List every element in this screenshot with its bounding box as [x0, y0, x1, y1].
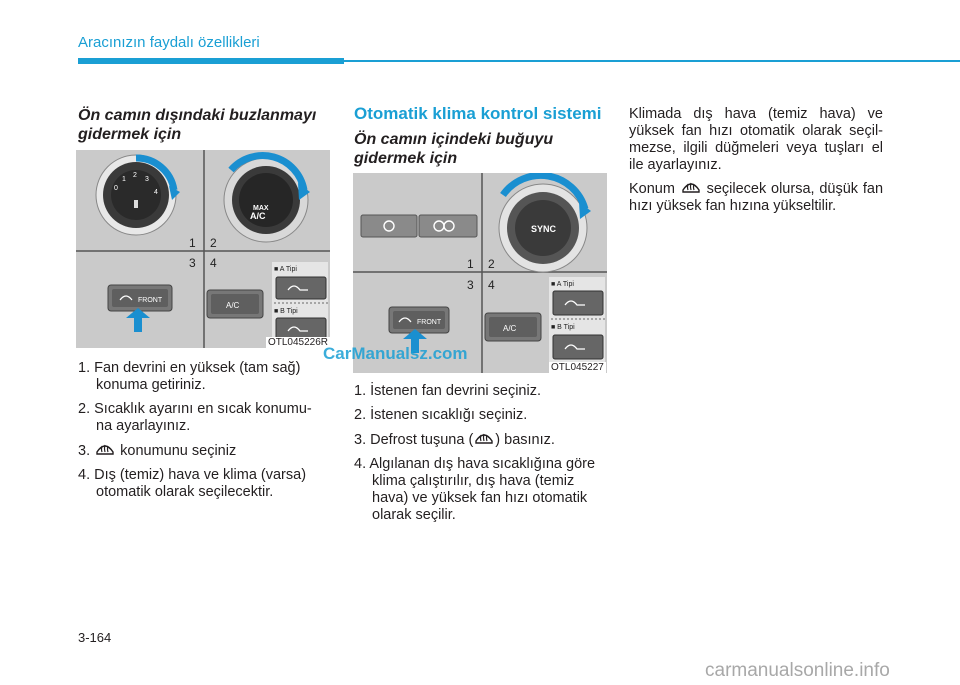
- step-number: 4.: [354, 456, 367, 472]
- knob1-tick-0: 0: [114, 185, 118, 192]
- step-text: Dış (temiz) hava ve klima (varsa) otomatik olarak seçilecektir.: [94, 467, 307, 500]
- fig2-num-3: 3: [467, 278, 474, 292]
- col3-paragraph-1: Klimada dış hava (temiz hava) ve yüksek fan hızı otomatik olarak seçil- mezse, ilgili düğmeleri veya tuşları el ile ayarlayınız.: [629, 106, 883, 173]
- step-number: 3.: [354, 431, 367, 448]
- fig2-front-label: FRONT: [417, 319, 442, 326]
- col1-step-1: [78, 360, 330, 394]
- col3-para2-before: Konum: [629, 180, 675, 197]
- col2-step-1: [354, 383, 606, 400]
- step-text: İstenen fan devrini seçiniz.: [370, 383, 541, 399]
- col1-heading-line2: gidermek için: [78, 126, 182, 143]
- footer-watermark: carmanualsonline.info: [705, 660, 890, 681]
- col2-step-3: [354, 431, 606, 449]
- figure-inside-defog-illustration: [353, 173, 607, 373]
- front-defrost-icon: [680, 180, 702, 198]
- col2-section-heading: Otomatik klima kontrol sistemi: [354, 104, 602, 123]
- step-text: Algılanan dış hava sıcaklığına göre klima çalıştırılır, dış hava (temiz hava) ve yüksek fan hızı otomatik olarak seçilir.: [369, 456, 596, 523]
- fig1-type-a: ■ A Tipi: [274, 266, 297, 273]
- knob2-label-max: MAX: [253, 205, 269, 212]
- step-number: 3.: [78, 442, 91, 459]
- col3-para2-after: seçilecek olursa, düşük fan hızı yüksek fan hızına yükseltilir.: [629, 180, 884, 214]
- fig2-num-4: 4: [488, 278, 495, 292]
- section-header-title: Aracınızın faydalı özellikleri: [78, 34, 260, 51]
- fig1-num-1: 1: [189, 236, 196, 250]
- figure-code-2: OTL045227: [551, 362, 604, 373]
- fan-speed-buttons-icon: [361, 215, 477, 237]
- front-defrost-icon: [473, 431, 495, 449]
- col2-step-2: [354, 407, 606, 424]
- figure-outside-defrost-illustration: [76, 150, 330, 348]
- header-rule-thin: [344, 60, 960, 62]
- figure-inside-defog: [353, 173, 607, 373]
- fig1-front-label: FRONT: [138, 297, 163, 304]
- step-text-after: ) basınız.: [495, 431, 555, 448]
- fig2-num-1: 1: [467, 257, 474, 271]
- watermark-carmanualsz: CarManualsz.com: [323, 344, 468, 363]
- ac-button-icon: [207, 290, 263, 318]
- fig2-type-b: ■ B Tipi: [551, 324, 575, 331]
- step-text: Fan devrini en yüksek (tam sağ) konuma getiriniz.: [94, 360, 301, 393]
- col1-steps: [78, 360, 330, 508]
- step-text: İstenen sıcaklığı seçiniz.: [370, 407, 528, 423]
- ac-button-icon: [485, 313, 541, 341]
- fig1-type-b: ■ B Tipi: [274, 308, 298, 315]
- front-defrost-icon: [94, 442, 116, 460]
- page-number: 3-164: [78, 630, 112, 645]
- fig2-ac-label: A/C: [503, 324, 517, 333]
- step-number: 1.: [78, 360, 91, 376]
- step-number: 4.: [78, 467, 91, 483]
- knob1-tick-3: 3: [145, 176, 149, 183]
- knob1-tick-1: 1: [122, 176, 126, 183]
- col1-heading: [78, 106, 316, 144]
- fig2-type-a: ■ A Tipi: [551, 281, 574, 288]
- fig1-ac-label: A/C: [226, 301, 240, 310]
- knob1-tick-4: 4: [154, 189, 158, 196]
- col2-heading-line1: Ön camın içindeki buğuyu: [354, 131, 554, 148]
- step-text-before: Defrost tuşuna (: [370, 431, 474, 448]
- fig1-num-3: 3: [189, 256, 196, 270]
- col1-heading-line1: Ön camın dışındaki buzlanmayı: [78, 107, 317, 124]
- col3-paragraph-2: [629, 180, 883, 215]
- fig2-num-2: 2: [488, 257, 495, 271]
- col1-step-3: [78, 442, 330, 460]
- col1-step-4: [78, 467, 330, 501]
- col2-heading-line2: gidermek için: [354, 150, 458, 167]
- col2-heading: [354, 130, 553, 168]
- step-number: 2.: [78, 401, 91, 417]
- col1-step-2: [78, 401, 330, 435]
- step-text: konumunu seçiniz: [120, 442, 237, 459]
- knob2-label-ac: A/C: [250, 211, 266, 221]
- figure-code-1: OTL045226R: [267, 337, 328, 348]
- step-number: 1.: [354, 383, 367, 399]
- col2-steps: [354, 383, 606, 531]
- step-text: Sıcaklık ayarını en sıcak konumu- na ayarlayınız.: [94, 401, 312, 434]
- step-number: 2.: [354, 407, 367, 423]
- fig1-num-4: 4: [210, 256, 217, 270]
- header-rule-thick: [78, 58, 344, 64]
- fig1-num-2: 2: [210, 236, 217, 250]
- sync-label: SYNC: [531, 224, 557, 234]
- knob1-tick-2: 2: [133, 172, 137, 179]
- col2-step-4: [354, 456, 606, 524]
- figure-outside-defrost: [76, 150, 330, 348]
